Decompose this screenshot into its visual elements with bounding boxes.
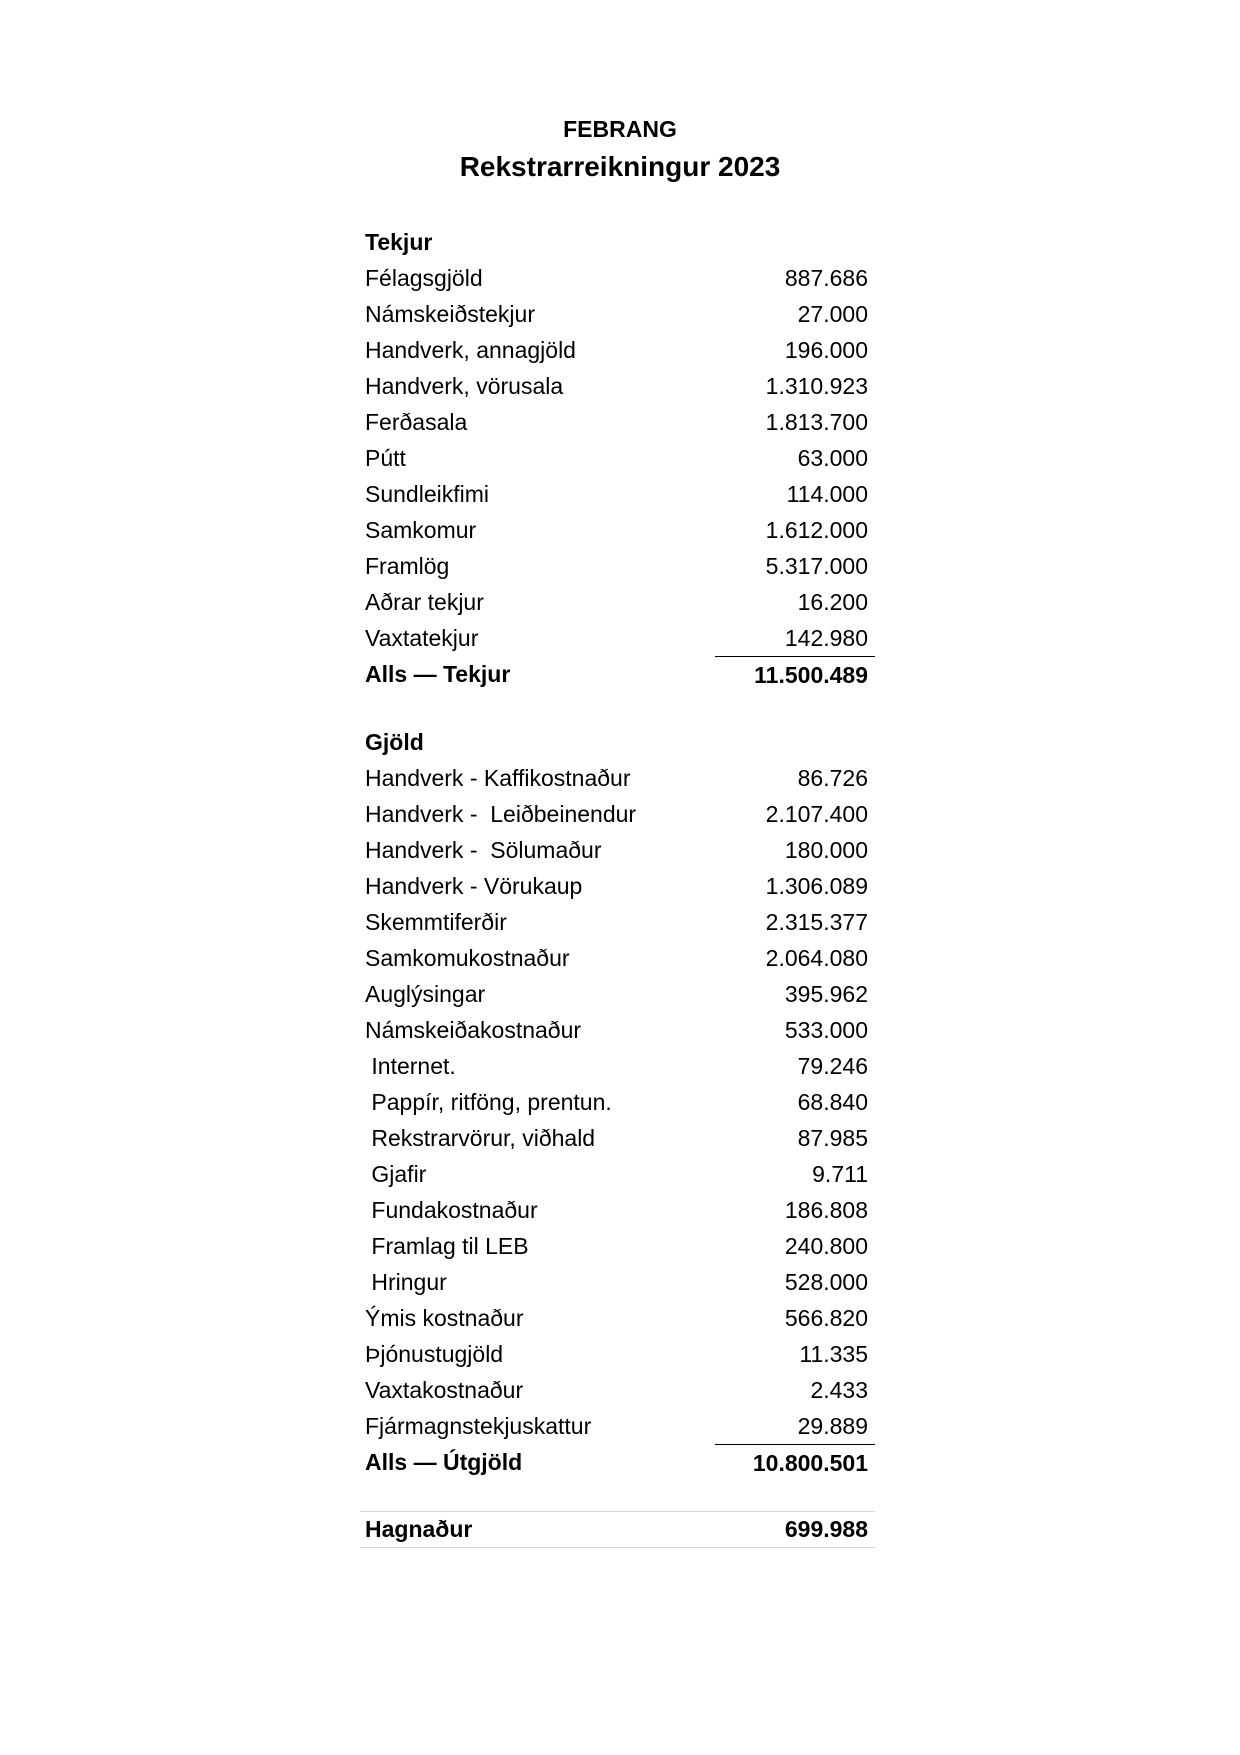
income-item-label: Handverk, annagjöld [365,337,576,363]
expense-item-row [360,976,875,1012]
expense-item-amount: 528.000 [784,1269,868,1295]
expenses-total-label: Alls — Útgjöld [365,1449,523,1475]
income-heading: Tekjur [365,229,433,255]
income-item-label: Sundleikfimi [365,481,489,507]
expense-item-label: Internet. [365,1053,456,1079]
expense-item-amount: 9.711 [812,1161,868,1187]
expense-item-label: Námskeiðakostnaður [365,1017,582,1043]
income-item-amount: 142.980 [784,625,868,651]
expense-item-label: Auglýsingar [365,981,486,1007]
expense-item-label: Gjafir [365,1161,427,1187]
income-item-row [360,584,875,620]
income-item-label: Framlög [365,553,450,579]
profit-value: 699.988 [784,1516,868,1542]
expense-item-label: Þjónustugjöld [365,1341,504,1367]
income-item-row [360,296,875,332]
profit-row [360,1511,875,1548]
expense-item-label: Pappír, ritföng, prentun. [365,1089,612,1115]
income-item-row [360,512,875,548]
income-item-label: Félagsgjöld [365,265,483,291]
expense-item-row [360,796,875,832]
income-item-row [360,332,875,368]
expense-item-row [360,1372,875,1408]
income-item-row [360,404,875,440]
section-spacer [360,692,875,724]
income-item-amount: 114.000 [786,481,868,507]
expense-item-row [360,940,875,976]
expense-item-amount: 180.000 [784,837,868,863]
income-item-label: Vaxtatekjur [365,625,479,651]
expense-item-row [360,1336,875,1372]
expense-item-amount: 566.820 [784,1305,868,1331]
income-item-amount: 27.000 [797,301,868,327]
income-list [360,260,875,656]
expenses-list [360,760,875,1444]
profit-label: Hagnaður [365,1516,473,1542]
expense-item-row [360,1048,875,1084]
expense-item-label: Handverk - Vörukaup [365,873,583,899]
income-item-amount: 16.200 [797,589,868,615]
expense-item-label: Framlag til LEB [365,1233,529,1259]
expense-item-row [360,1300,875,1336]
expense-item-amount: 29.889 [797,1413,868,1439]
expense-item-amount: 79.246 [797,1053,868,1079]
expense-item-label: Fjármagnstekjuskattur [365,1413,592,1439]
organization-name: FEBRANG [563,116,677,142]
income-item-amount: 1.813.700 [765,409,868,435]
income-item-label: Ferðasala [365,409,468,435]
income-item-amount: 1.310.923 [765,373,868,399]
expense-item-label: Hringur [365,1269,447,1295]
expense-item-row [360,1264,875,1300]
expense-item-amount: 533.000 [784,1017,868,1043]
income-item-label: Samkomur [365,517,477,543]
expense-item-row [360,1228,875,1264]
income-item-label: Námskeiðstekjur [365,301,535,327]
income-item-amount: 887.686 [784,265,868,291]
expense-item-amount: 87.985 [797,1125,868,1151]
expense-item-label: Handverk - Kaffikostnaður [365,765,631,791]
income-item-label: Handverk, vörusala [365,373,564,399]
expense-item-row [360,1084,875,1120]
expense-item-label: Handverk - Sölumaður [365,837,602,863]
income-item-amount: 196.000 [784,337,868,363]
income-item-row [360,476,875,512]
expense-item-label: Samkomukostnaður [365,945,570,971]
expense-item-row [360,1012,875,1048]
income-item-row [360,548,875,584]
expense-item-amount: 86.726 [797,765,868,791]
expense-item-amount: 2.107.400 [765,801,868,827]
expenses-total-value: 10.800.501 [715,1444,875,1481]
income-item-amount: 1.612.000 [765,517,868,543]
expense-item-amount: 2.433 [810,1377,868,1403]
expense-item-row [360,868,875,904]
income-item-row [360,440,875,476]
expense-item-amount: 68.840 [797,1089,868,1115]
expense-item-row [360,760,875,796]
expense-item-row [360,1156,875,1192]
income-total-label: Alls — Tekjur [365,661,511,687]
expense-item-label: Handverk - Leiðbeinendur [365,801,637,827]
income-item-amount: 5.317.000 [765,553,868,579]
expense-item-row [360,1120,875,1156]
expense-item-label: Vaxtakostnaður [365,1377,524,1403]
expense-item-amount: 2.315.377 [765,909,868,935]
page-title: Rekstrarreikningur 2023 [459,151,781,182]
expense-item-amount: 11.335 [799,1341,868,1367]
income-item-label: Aðrar tekjur [365,589,484,615]
expense-item-label: Rekstrarvörur, viðhald [365,1125,596,1151]
income-total-row [360,656,875,692]
expense-item-amount: 395.962 [784,981,868,1007]
expense-item-label: Ýmis kostnaður [365,1305,524,1331]
income-total-value: 11.500.489 [715,656,875,693]
section-spacer [360,1480,875,1511]
expense-item-label: Fundakostnaður [365,1197,538,1223]
income-statement [360,224,875,1548]
expense-item-row [360,1192,875,1228]
expense-item-row [360,1408,875,1444]
expense-item-label: Skemmtiferðir [365,909,507,935]
income-item-row [360,368,875,404]
expenses-total-row [360,1444,875,1480]
expense-item-row [360,904,875,940]
income-item-row [360,260,875,296]
income-item-amount: 63.000 [797,445,868,471]
expense-item-amount: 186.808 [784,1197,868,1223]
expense-item-amount: 2.064.080 [765,945,868,971]
expense-item-amount: 1.306.089 [765,873,868,899]
expense-item-amount: 240.800 [784,1233,868,1259]
income-item-row [360,620,875,656]
expense-item-row [360,832,875,868]
income-item-label: Pútt [365,445,406,471]
expenses-heading: Gjöld [365,729,424,755]
